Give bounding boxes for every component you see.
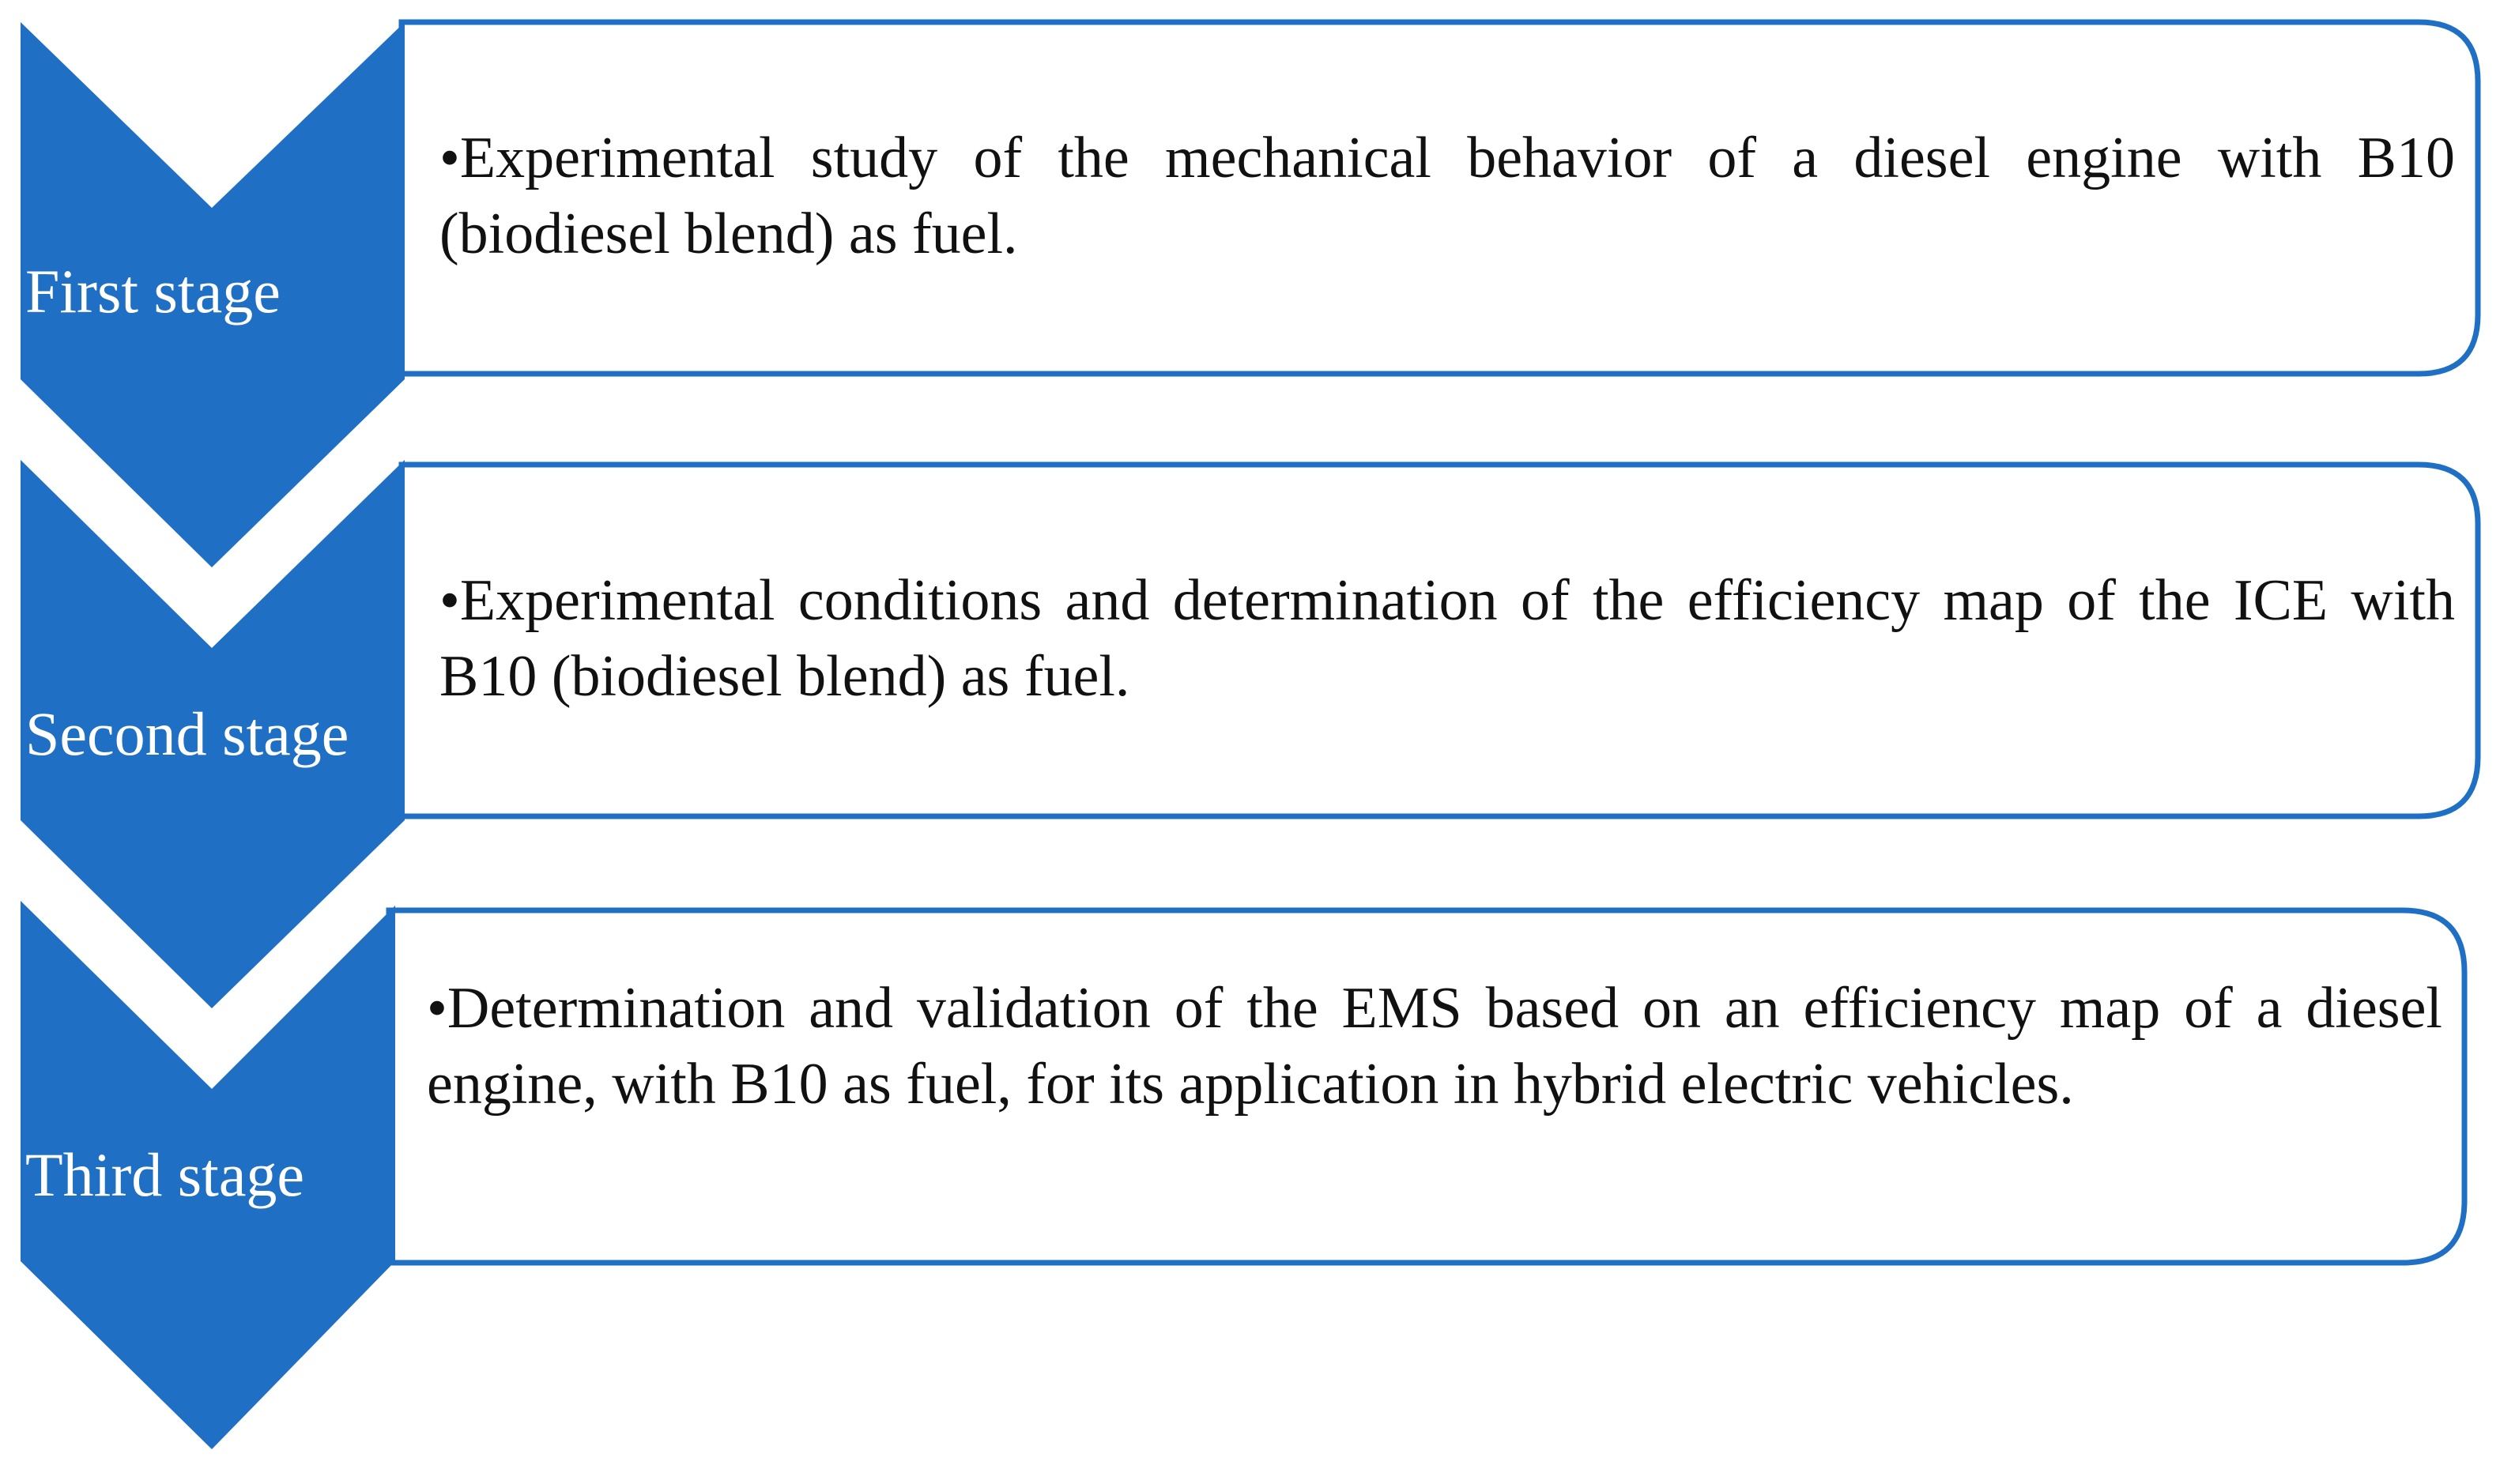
stage-2-text: Experimental conditions and determination of the efficiency map of the ICE with B10 (biodiesel blend) as fuel. — [439, 568, 2455, 709]
stage-1-label: First stage — [25, 257, 281, 326]
stage-2-description — [439, 563, 2455, 714]
stage-1-description — [439, 120, 2455, 272]
stage-2-label: Second stage — [25, 699, 349, 768]
stage-3-description — [427, 970, 2442, 1122]
stage-3-text: Determination and validation of the EMS based on an efficiency map of a diesel engine, with B10 as fuel, for its application in hybrid electric vehicles. — [427, 976, 2442, 1117]
stage-3-label: Third stage — [25, 1140, 305, 1209]
bullet-icon: • — [439, 126, 460, 190]
bullet-icon: • — [427, 976, 447, 1041]
stage-1-text: Experimental study of the mechanical behavior of a diesel engine with B10 (biodiesel blend) as fuel. — [439, 126, 2455, 266]
bullet-icon: • — [439, 568, 460, 633]
